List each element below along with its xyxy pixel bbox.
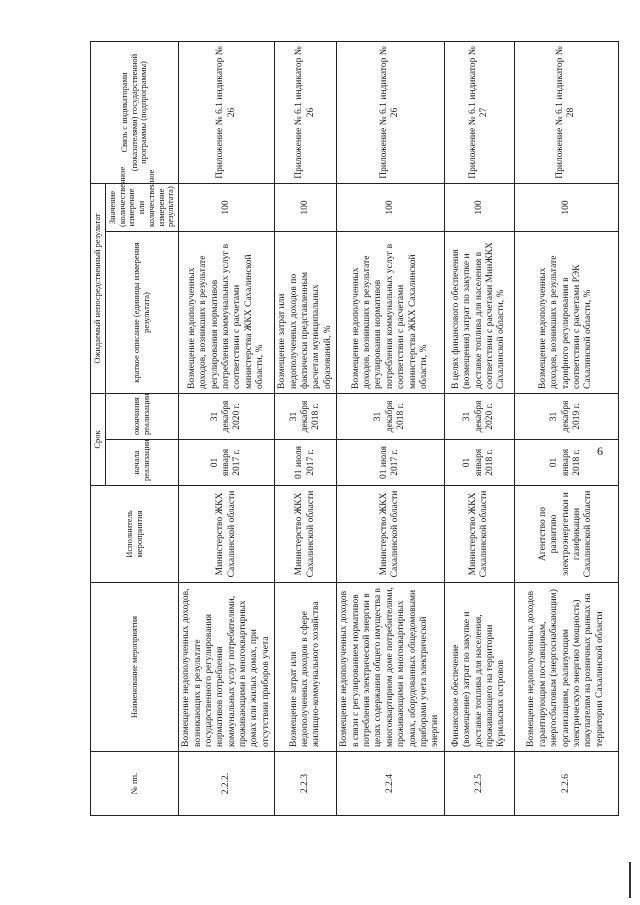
row-num: 2.2.4 bbox=[337, 752, 445, 816]
row-end: 31 декабря 2018 г. bbox=[275, 394, 337, 440]
row-num: 2.2.5 bbox=[444, 752, 514, 816]
row-end: 31 декабря 2020 г. bbox=[179, 394, 275, 440]
header-result-desc: краткое описание (единицы измерения результата) bbox=[105, 232, 178, 394]
row-value: 100 bbox=[275, 184, 337, 232]
row-executor: Министерство ЖКХ Сахалинской области bbox=[444, 486, 514, 583]
table-row bbox=[275, 42, 337, 816]
page-edge-mark bbox=[629, 862, 631, 898]
row-executor: Министерство ЖКХ Сахалинской области bbox=[337, 486, 445, 583]
rotated-table-wrapper bbox=[90, 42, 605, 816]
row-value: 100 bbox=[337, 184, 445, 232]
measures-table bbox=[90, 41, 619, 816]
row-end: 31 декабря 2020 г. bbox=[444, 394, 514, 440]
row-executor: Агентство по развитию электроэнергетики и газификации Сахалинской области bbox=[514, 486, 618, 583]
row-num: 2.2.3 bbox=[275, 752, 337, 816]
row-name: Возмещение затрат или недополученных доходов в сфере жилищно-коммунального хозяйства bbox=[275, 583, 337, 752]
header-result-value: Значение (количественное измерение или количественное измерение результата) bbox=[105, 184, 178, 232]
row-desc: Возмещение недополученных доходов, возникших в результате регулирования нормативов потребления коммунальных услуг в соответствии с расчетами министерства ЖКХ Сахалинской области, % bbox=[179, 232, 275, 394]
row-desc: Возмещение недополученных доходов, возникших в результате тарифного регулирования в соответствии с расчетами РЭК Сахалинской области, % bbox=[514, 232, 618, 394]
row-link: Приложение № 6.1 индикатор № 26 bbox=[337, 42, 445, 184]
row-link: Приложение № 6.1 индикатор № 26 bbox=[275, 42, 337, 184]
row-name: Возмещение недополученных доходов в связи с регулированием нормативов потребления электрической энергии в целях содержания общего имущества в многоквартирном доме потребителями, проживающими в многоквартирных домах, оборудованных общедомовыми приборами учета электрической энергии bbox=[337, 583, 445, 752]
header-name: Наименование мероприятия bbox=[91, 583, 179, 752]
row-link: Приложение № 6.1 индикатор № 27 bbox=[444, 42, 514, 184]
row-num: 2.2.6 bbox=[514, 752, 618, 816]
row-executor: Министерство ЖКХ Сахалинской области bbox=[179, 486, 275, 583]
table-row bbox=[337, 42, 445, 816]
row-start: 01 января 2018 г. bbox=[514, 440, 618, 486]
row-link: Приложение № 6.1 индикатор № 28 bbox=[514, 42, 618, 184]
row-desc: Возмещение затрат или недополученных доходов по фактически представленным расчетам муниципальных образований, % bbox=[275, 232, 337, 394]
row-desc: В целях финансового обеспечения (возмещения) затрат по закупке и доставке топлива для населения в соответствии с расчетами МинЖКХ Сахалинской области, % bbox=[444, 232, 514, 394]
row-value: 100 bbox=[444, 184, 514, 232]
row-end: 31 декабря 2018 г. bbox=[337, 394, 445, 440]
header-num: № пп. bbox=[91, 752, 179, 816]
row-end: 31 декабря 2019 г. bbox=[514, 394, 618, 440]
row-value: 100 bbox=[514, 184, 618, 232]
row-start: 01 июля 2017 г. bbox=[337, 440, 445, 486]
header-term-end: окончания реализации bbox=[105, 394, 178, 440]
row-executor: Министерство ЖКХ Сахалинской области bbox=[275, 486, 337, 583]
table-row bbox=[444, 42, 514, 816]
header-term: Срок bbox=[91, 394, 106, 486]
row-value: 100 bbox=[179, 184, 275, 232]
row-desc: Возмещение недополученных доходов, возникших в результате регулирования нормативов потребления коммунальных услуг в соответствии с расчетами министерства ЖКХ Сахалинской области, % bbox=[337, 232, 445, 394]
header-executor: Исполнитель мероприятия bbox=[91, 486, 179, 583]
row-num: 2.2.2. bbox=[179, 752, 275, 816]
table-row bbox=[514, 42, 618, 816]
header-result: Ожидаемый непосредственный результат bbox=[91, 184, 106, 394]
header-link: Связь с индикаторами (показателями) государственной программы (подпрограммы) bbox=[91, 42, 179, 184]
row-start: 01 января 2018 г. bbox=[444, 440, 514, 486]
table-row bbox=[179, 42, 275, 816]
row-name: Возмещение недополученных доходов, возникающих в результате государственного регулирования нормативов потребления коммунальных услуг потребителями, проживающими в многоквартирных домах или жилых домах, при отсутствии приборов учета bbox=[179, 583, 275, 752]
row-start: 01 января 2017 г. bbox=[179, 440, 275, 486]
row-start: 01 июля 2017 г. bbox=[275, 440, 337, 486]
row-name: Финансовое обеспечение (возмещение) затрат по закупке и доставке топлива для населения, проживающего на территории Курильских островов bbox=[444, 583, 514, 752]
header-term-start: начала реализации bbox=[105, 440, 178, 486]
row-link: Приложение № 6.1 индикатор № 26 bbox=[179, 42, 275, 184]
row-name: Возмещение недополученных доходов гарантирующим поставщикам, энергосбытовым (энергоснабжающим) организациям, реализующим электрическую энергию (мощность) покупателям на розничных рынках на территории Сахалинской области bbox=[514, 583, 618, 752]
page-number: 6 bbox=[597, 444, 603, 458]
